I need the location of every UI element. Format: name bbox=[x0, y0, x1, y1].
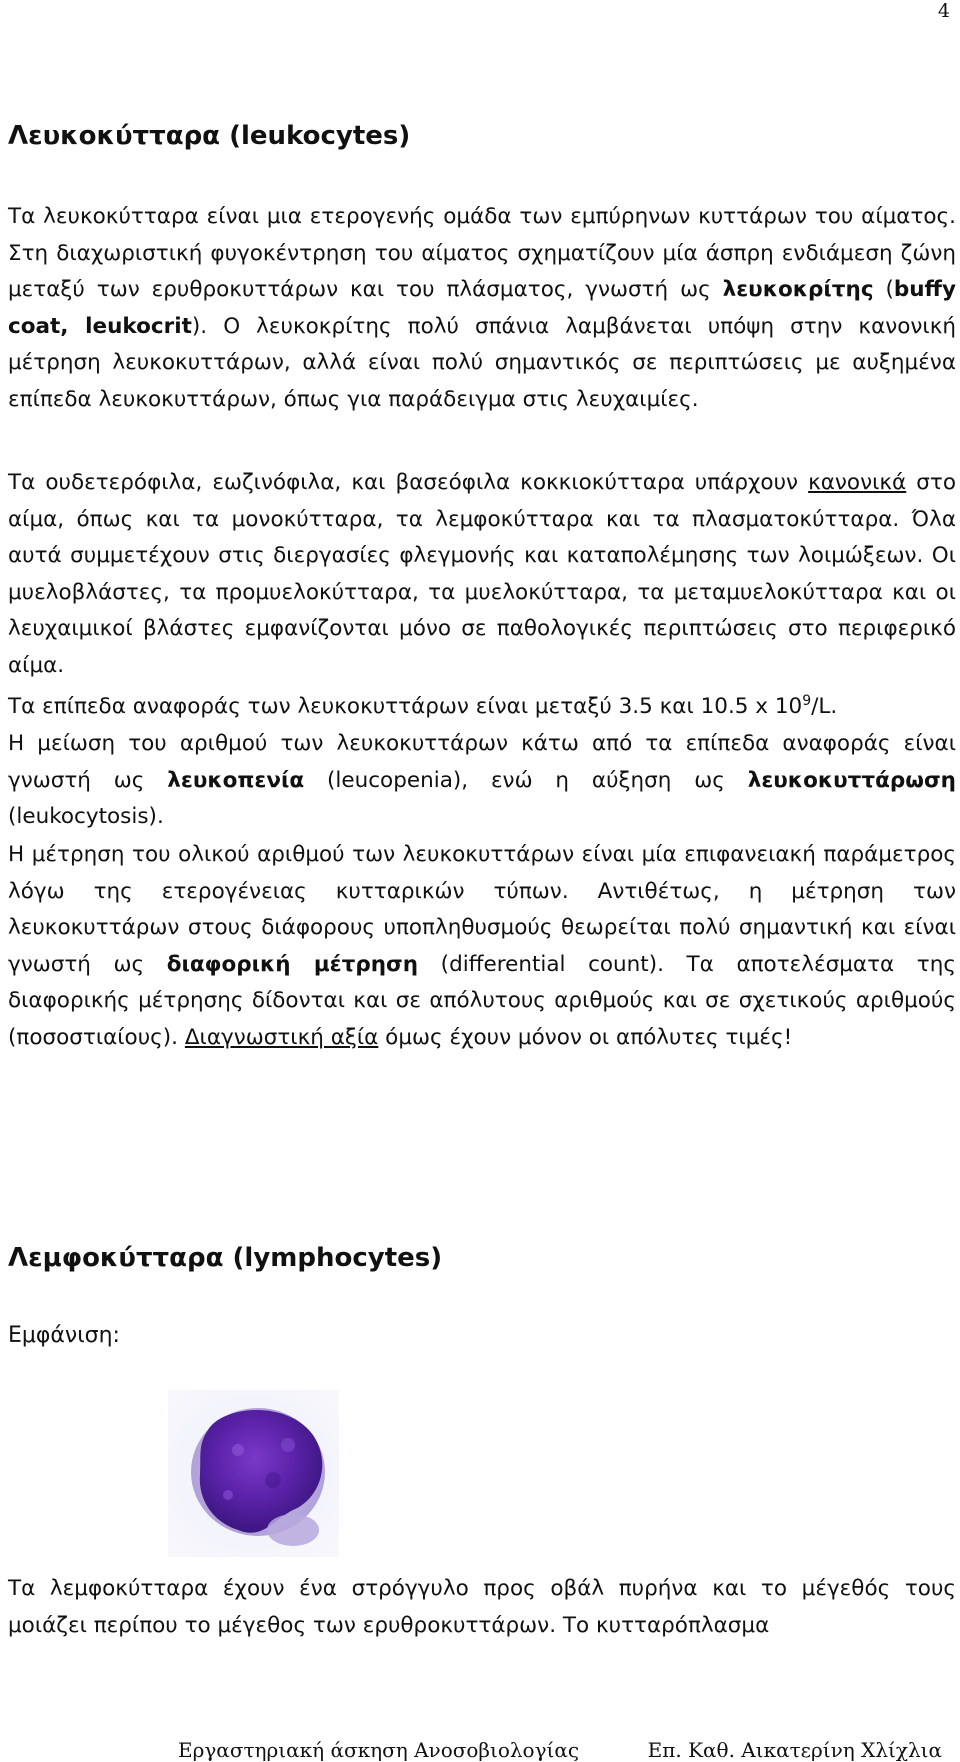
paragraph-reference-levels bbox=[8, 689, 956, 726]
bold-term: buffy coat, leukocrit bbox=[8, 277, 956, 339]
section-heading-lymphocytes: Λεμφοκύτταρα (lymphocytes) bbox=[8, 1243, 443, 1273]
text-run: στο αίμα, όπως και τα μονοκύτταρα, τα λεμφοκύτταρα και τα πλασματοκύτταρα. Όλα αυτά συμμετέχουν στις διεργασίες φλεγμονής και καταπολέμησης των λοιμώξεων. Οι μυελοβλάστες, τα προμυελοκύτταρα, τα μυελοκύτταρα, τα μεταμυελοκύτταρα και οι λευχαιμικοί βλάστες εμφανίζονται μόνο σε παθολογικές περιπτώσεις στο περιφερικό αίμα. bbox=[8, 470, 956, 678]
text-run: (differential count). Τα αποτελέσματα της διαφορικής μέτρησης δίδονται και σε απόλυτους αριθμούς και σε σχετικούς αριθμούς (ποσοστιαίους). bbox=[8, 951, 956, 1050]
text-run: (leukocytosis). bbox=[8, 804, 164, 830]
text-run: /L. bbox=[811, 694, 838, 719]
footer-author: Επ. Καθ. Αικατερίνη Χλίχλια bbox=[647, 1738, 942, 1762]
bold-term: λευκοπενία bbox=[167, 767, 305, 793]
text-run: Τα λευκοκύτταρα είναι μια ετερογενής ομάδα των εμπύρηνων κυττάρων του αίματος. Στη διαχωριστική φυγοκέντρηση του αίματος σχηματίζουν μία άσπρη ενδιάμεση ζώνη μεταξύ των ερυθροκυττάρων και του πλάσματος, γνωστή ως bbox=[8, 204, 956, 303]
lymphocyte-micrograph bbox=[168, 1390, 339, 1557]
bold-term: διαφορική μέτρηση bbox=[166, 951, 419, 977]
page-number: 4 bbox=[937, 0, 950, 22]
paragraph-differential-count bbox=[8, 837, 956, 1057]
text-run: όμως έχουν μόνον οι απόλυτες τιμές! bbox=[378, 1024, 793, 1050]
text-run: Τα λεμφοκύτταρα έχουν ένα στρόγγυλο προς οβάλ πυρήνα και το μέγεθός τους μοιάζει περίπου το μέγεθος των ερυθροκυττάρων. Το κυτταρόπλασμα bbox=[8, 1576, 956, 1638]
section-heading-leukocytes: Λευκοκύτταρα (leukocytes) bbox=[8, 121, 411, 151]
superscript: 9 bbox=[802, 692, 812, 709]
appearance-label: Εμφάνιση: bbox=[8, 1323, 120, 1348]
text-run: Τα επίπεδα αναφοράς των λευκοκυττάρων είναι μεταξύ 3.5 και 10.5 x 10 bbox=[8, 694, 803, 719]
text-run: Τα ουδετερόφιλα, εωζινόφιλα, και βασεόφιλα κοκκιοκύτταρα υπάρχουν bbox=[8, 470, 809, 495]
text-run: ). Ο λευκοκρίτης πολύ σπάνια λαμβάνεται υπόψη στην κανονική μέτρηση λευκοκυττάρων, αλλά είναι πολύ σημαντικός σε περιπτώσεις με αυξημένα επίπεδα λευκοκυττάρων, όπως για παράδειγμα στις λευχαιμίες. bbox=[8, 313, 956, 412]
paragraph-leukocytes-intro bbox=[8, 199, 956, 419]
paragraph-leucopenia bbox=[8, 726, 956, 836]
text-run: Η μείωση του αριθμού των λευκοκυττάρων κάτω από τα επίπεδα αναφοράς είναι γνωστή ως bbox=[8, 731, 956, 793]
text-run: Η μέτρηση του ολικού αριθμού των λευκοκυττάρων είναι μία επιφανειακή παράμετρος λόγω της ετερογένειας κυτταρικών τύπων. Αντιθέτως, η μέτρηση των λευκοκυττάρων στους διάφορους υποπληθυσμούς θεωρείται πολύ σημαντική και είναι γνωστή ως bbox=[8, 842, 956, 977]
footer-course-title: Εργαστηριακή άσκηση Ανοσοβιολογίας bbox=[178, 1738, 580, 1762]
bold-term: λευκοκυττάρωση bbox=[747, 767, 956, 793]
text-run: ( bbox=[873, 277, 894, 303]
bold-term: λευκοκρίτης bbox=[722, 277, 874, 303]
paragraph-lymphocyte-description bbox=[8, 1571, 956, 1644]
underlined-term: κανονικά bbox=[808, 470, 907, 495]
text-run: (leucopenia), ενώ η αύξηση ως bbox=[304, 767, 748, 793]
underlined-term: Διαγνωστική αξία bbox=[184, 1024, 379, 1050]
paragraph-leukocyte-types bbox=[8, 465, 956, 685]
